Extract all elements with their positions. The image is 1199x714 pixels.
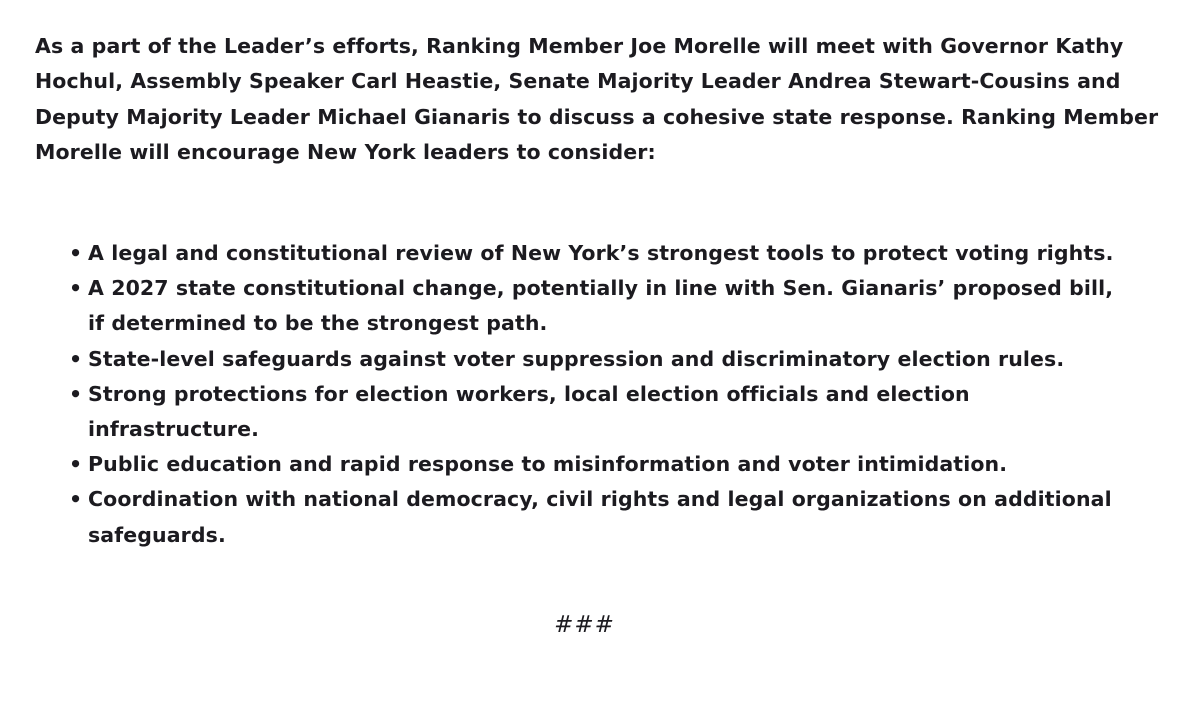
- bullet-icon: •: [69, 452, 83, 477]
- list-item: [69, 236, 1129, 271]
- bullet-icon: •: [69, 241, 83, 265]
- consideration-list: [69, 236, 1129, 553]
- bullet-icon: •: [69, 346, 83, 371]
- bullet-icon: •: [69, 381, 83, 406]
- bullet-icon: •: [69, 276, 83, 301]
- list-item-text: A 2027 state constitutional change, potentially in line with Sen. Gianaris’ proposed bill, if determined to be the strongest path.: [88, 276, 1114, 336]
- list-item: [69, 447, 1129, 482]
- intro-paragraph: As a part of the Leader’s efforts, Ranking Member Joe Morelle will meet with Governor Kathy Hochul, Assembly Speaker Carl Heastie, Senate Majority Leader Andrea Stewart-Cousins and Deputy Majority Leader Michael Gianaris to discuss a cohesive state response. Ranking Member Morelle will encourage New York leaders to consider:: [35, 34, 1159, 164]
- list-item: [69, 482, 1129, 552]
- list-item-text: A legal and constitutional review of New York’s strongest tools to protect voting rights.: [88, 241, 1114, 265]
- list-item-text: Public education and rapid response to misinformation and voter intimidation.: [88, 452, 1008, 477]
- end-of-release-mark: ###: [554, 612, 615, 638]
- document-body: [35, 29, 1175, 547]
- bullet-icon: •: [69, 487, 83, 512]
- list-item: [69, 342, 1129, 377]
- list-item: [69, 271, 1129, 341]
- list-item: [69, 377, 1129, 447]
- list-item-text: Strong protections for election workers, local election officials and election infrastructure.: [88, 381, 970, 442]
- list-item-text: State-level safeguards against voter suppression and discriminatory election rules.: [88, 346, 1065, 371]
- list-item-text: Coordination with national democracy, civil rights and legal organizations on additional safeguards.: [88, 487, 1112, 547]
